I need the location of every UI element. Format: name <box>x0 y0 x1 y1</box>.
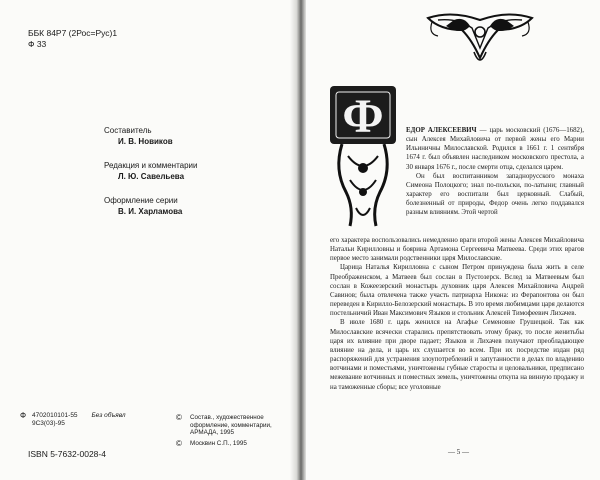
copyright-block <box>176 414 296 447</box>
imprint-codes <box>20 412 170 428</box>
udc-code: Ф 33 <box>28 39 47 49</box>
imprint-code-row <box>20 412 170 420</box>
decorative-initial-icon <box>326 80 400 230</box>
credits-block <box>104 126 284 231</box>
page-number: — 5 — <box>448 448 469 456</box>
copyright-icon: © <box>176 438 182 448</box>
hanging-text <box>406 126 584 218</box>
paragraph-3: Царица Наталья Кирилловна с сыном Петром принуждена была жить в селе Преображенском, а Матвеев был сослан в Пустозерск. Вслед за Матвеевым был сослан в Кожеезерский монастырь духовник царя Алексея Михайловича Андрей Савинов; была отвлечена также участь патриарха Никона: из Ферапонтова он был переведен в Кирилло-Белозерский монастырь. В это время любимцами царя делаются постельничий Иван Максимович Языков и стольник Алексей Тимофеевич Лихачев. <box>330 264 584 318</box>
copyright-2 <box>176 440 296 448</box>
copyright-icon: © <box>176 413 182 422</box>
paragraph-1 <box>406 126 584 172</box>
credit-role: Составитель <box>104 126 152 135</box>
initial-letter: Ф <box>342 90 384 143</box>
left-page <box>0 0 296 480</box>
code-line-1: 4702010101-55 <box>32 412 78 419</box>
bbk-code: ББК 84Р7 (2Рос=Рус)1 <box>28 28 118 38</box>
lead-word: ЕДОР АЛЕКСЕЕВИЧ <box>406 127 477 134</box>
copyright-text: Москвин С.П., 1995 <box>190 439 247 447</box>
code-line-2: 9С3(03)-95 <box>32 420 65 427</box>
credit-name: Л. Ю. Савельева <box>118 171 185 181</box>
isbn: ISBN 5-7632-0028-4 <box>28 449 106 459</box>
headpiece-ornament-icon <box>424 8 536 70</box>
bbk-block <box>28 28 117 50</box>
paragraph-2-top: Он был воспитанником западнорусского монаха Симеона Полоцкого; знал по-польски, по-латыни; главный характер его воспитали был церковный. Слабый, болезненный от природы, Федор очень легко поддавался разным влияниям. Этой чертой <box>406 172 584 217</box>
paragraph-2-bottom: его характера воспользовались немедленно враги второй жены Алексея Михайловича Натальи Кирилловны и боярина Артамона Сергеевича Матвеева. Среди этих врагов первое место занимали родственники царя Милославские. <box>330 237 584 263</box>
credit-compiler <box>104 126 284 147</box>
no-ad-label: Без объявл <box>91 412 126 419</box>
credit-role: Редакция и комментарии <box>104 161 198 170</box>
paragraph-1-rest: — царь московский (1676—1682), сын Алексея Михайловича от первой жены его Марии Ильиничны Милославской. Родился в 1661 г. 1 сентября 1674 г. был объявлен наследником московского престола, а 30 января 1676 г., после смерти отца, сделался царем. <box>406 127 584 171</box>
f-letter: Ф <box>20 411 27 420</box>
credit-role: Оформление серии <box>104 196 178 205</box>
credit-designer <box>104 196 284 217</box>
credit-editor <box>104 161 284 182</box>
copyright-text: Состав., художественное оформление, комментарии, АРМАДА, 1995 <box>190 414 272 437</box>
credit-name: И. В. Новиков <box>118 136 173 146</box>
body-text <box>330 236 584 392</box>
right-page <box>306 0 600 480</box>
imprint-code-row-2 <box>20 420 170 428</box>
credit-name: В. И. Харламова <box>118 206 183 216</box>
paragraph-4: В июле 1680 г. царь женился на Агафье Семеновне Грушецкой. Так как Милославские всячески старались препятствовать этому браку, то после женитьбы царя их влияние при дворе падает; Языков и Лихачев получают преобладающее влияние на дела, и царь их слушается во всем. При их посредстве издан ряд распоряжений для устранения злоупотреблений и запутанности в делах по владению вотчинами и поместьями, уничтожены губные старосты и целовальники, предписано межевание вотчинных и поместных земель, уничтожены откупа на винную продажу и на таможенные сборы; все уголовные <box>330 319 584 391</box>
copyright-1 <box>176 414 296 437</box>
